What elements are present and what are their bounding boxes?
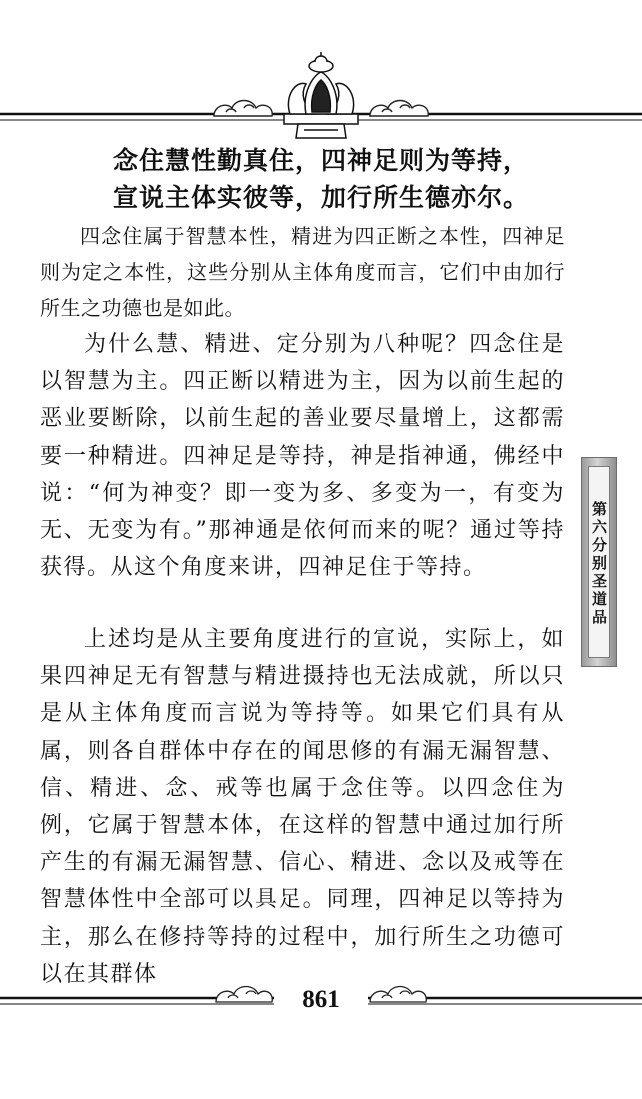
cloud-scroll-left-icon [214,101,272,117]
body-paragraph-2-block [40,621,565,993]
body-paragraph: 为什么慧、精进、定分别为八种呢？四念住是以智慧为主。四正断以精进为主，因为以前生起的恶业要断除，以前生起的善业要尽量增上，这都需要一种精进。四神足是等持，神是指神通，佛经中说：“何为神变？即一变为多、多变为一，有变为无、无变为有。”那神通是依何而来的呢？通过等持获得。从这个角度来讲，四神足住于等持。 [40,332,565,581]
cloud-scroll-footer-right-icon [370,987,426,1003]
verse-line-1: 念住慧性勤真住，四神足则为等持， [112,146,529,175]
chapter-side-tab-label: 第六分别圣道品 [588,466,610,658]
commentary-paragraph: 四念住属于智慧本性，精进为四正断之本性，四神足则为定之本性，这些分别从主体角度而言，它们中由加行所生之功德也是如此。 [40,224,565,320]
body-paragraph: 上述均是从主要角度进行的宣说，实际上，如果四神足无有智慧与精进摄持也无法成就，所以只是从主体角度而言说为等持等。如果它们具有从属，则各自群体中存在的闻思修的有漏无漏智慧、信、精进、念、戒等也属于念住等。以四念住为例，它属于智慧本体，在这样的智慧中通过加行所产生的有漏无漏智慧、信心、精进、念以及戒等在智慧体性中全部可以具足。同理，四神足以等持为主，那么在修持等持的过程中，加行所生之功德可以在其群体 [40,627,565,987]
chapter-side-tab [581,457,617,667]
commentary-block [40,218,565,326]
cloud-scroll-footer-left-icon [216,987,272,1003]
page-number: 861 [302,986,340,1013]
vessel-emblem-icon [284,52,358,138]
verse-line-2: 宣说主体实彼等，加行所生德亦尔。 [112,183,529,212]
body-paragraph-1-block [40,326,565,586]
cloud-scroll-right-icon [370,101,428,117]
header-ornament [0,50,642,140]
